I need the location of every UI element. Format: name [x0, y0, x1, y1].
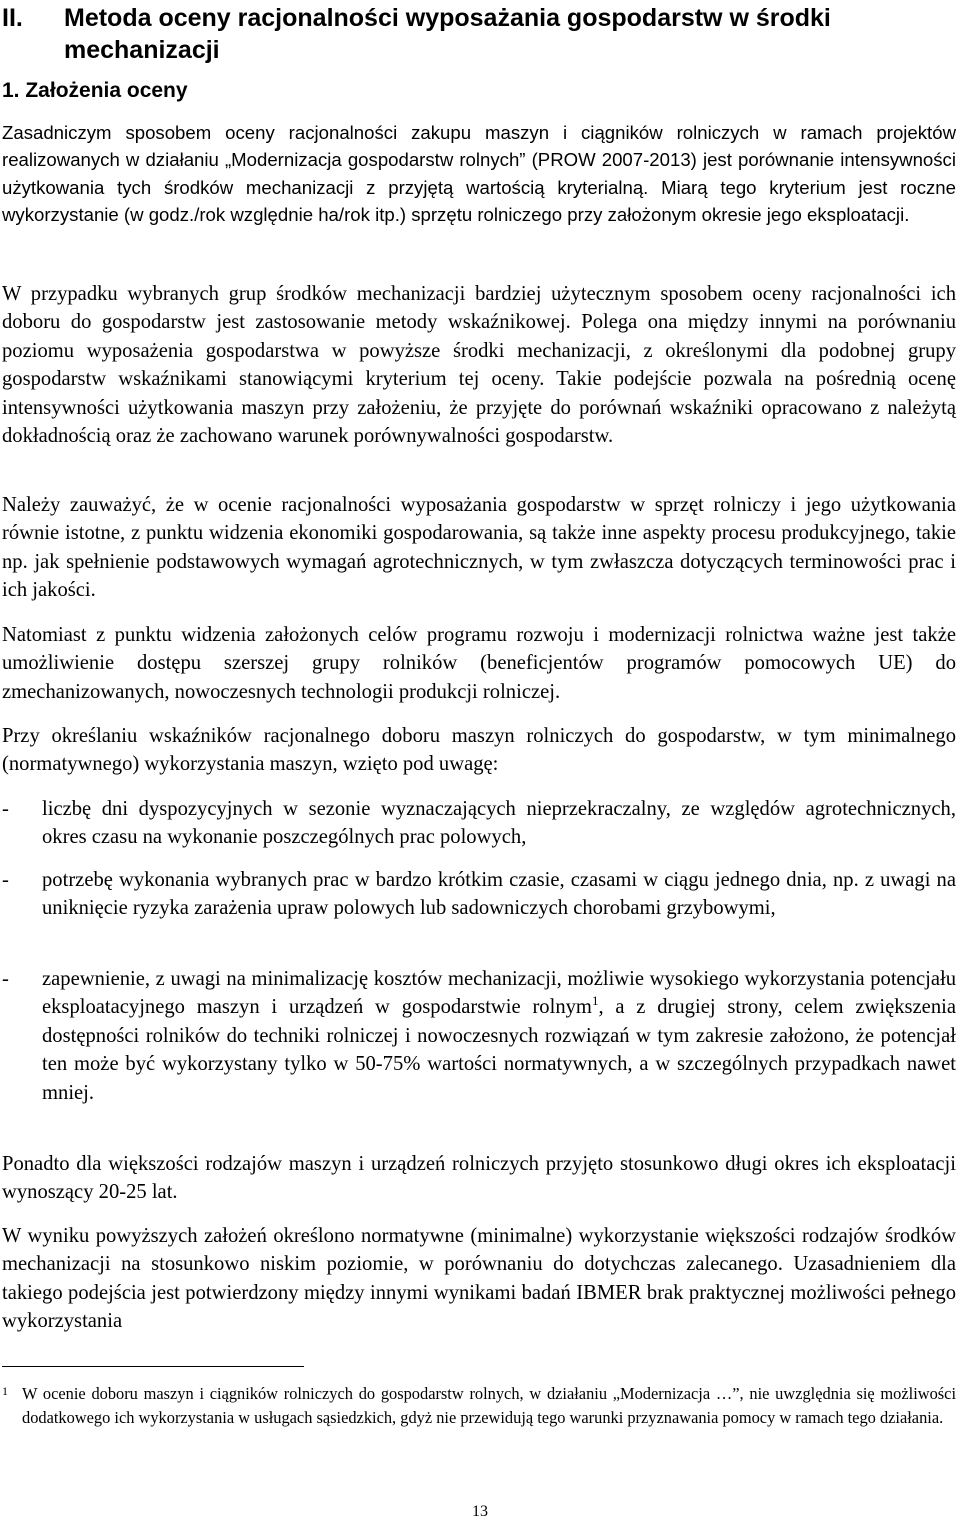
list-item-text: liczbę dni dyspozycyjnych w sezonie wyznaczających nieprzekraczalny, ze względów agrotechnicznych, okres czasu na wykonanie poszczególnych prac polowych, [42, 798, 956, 849]
list-item-text: potrzebę wykonania wybranych prac w bardzo krótkim czasie, czasami w ciągu jednego dnia, np. z uwagi na uniknięcie ryzyka zarażenia upraw polowych lub sadowniczych chorobami grzybowymi, [42, 869, 956, 920]
paragraph-intro: Zasadniczym sposobem oceny racjonalności zakupu maszyn i ciągników rolniczych w ramach projektów realizowanych w działaniu „Modernizacja gospodarstw rolnych” (PROW 2007-2013) jest porównanie intensywności użytkowania tych środków mechanizacji z przyjętą wartością kryterialną. Miarą tego kryterium jest roczne wykorzystanie (w godz./rok względnie ha/rok itp.) sprzętu rolniczego przy założonym okresie jego eksploatacji. [2, 122, 956, 226]
footnote-separator [2, 1366, 304, 1367]
footnote-text: W ocenie doboru maszyn i ciągników rolniczych do gospodarstw rolnych, w działaniu „Modernizacja …”, nie uwzględnia się możliwości dodatkowego ich wykorzystania w usługach sąsiedzkich, gdyż nie przewidują tego warunki przyznawania pomocy w ramach tego działania. [22, 1384, 956, 1427]
paragraph-criteria-intro: Przy określaniu wskaźników racjonalnego doboru maszyn rolniczych do gospodarstw, w tym minimalnego (normatywnego) wykorzystania maszyn, wzięto pod uwagę: [2, 725, 956, 776]
list-item [2, 795, 956, 852]
list-item-text [42, 965, 956, 1107]
chapter-heading [2, 2, 952, 66]
footnote-mark: 1 [2, 1384, 8, 1398]
list-item [2, 866, 956, 923]
paragraph-conclusions: W wyniku powyższych założeń określono normatywne (minimalne) wykorzystanie większości rodzajów środków mechanizacji na stosunkowo niskim poziomie, w porównaniu do dotychczas zalecanego. Uzasadnieniem dla takiego podejścia jest potwierdzony między innymi wynikami badań IBMER brak praktycznej możliwości pełnego wykorzystania [2, 1225, 956, 1333]
list-item [2, 965, 956, 1107]
footnote [2, 1382, 956, 1430]
page-number: 13 [472, 1503, 488, 1520]
list-dash: - [2, 869, 9, 891]
paragraph-indicator-method: W przypadku wybranych grup środków mechanizacji bardziej użytecznym sposobem oceny racjonalności ich doboru do gospodarstw jest zastosowanie metody wskaźnikowej. Polega ona między innymi na porównaniu poziomu wyposażenia gospodarstwa w powyższe środki mechanizacji, z określonymi dla podobnej grupy gospodarstw wskaźnikami stanowiącymi kryterium tej oceny. Takie podejście pozwala na pośrednią ocenę intensywności użytkowania maszyn przy założeniu, że przyjęte do porównań wskaźniki opracowano z należytą dokładnością oraz że zachowano warunek porównywalności gospodarstw. [2, 283, 956, 448]
list-item-text-end: , a z drugiej strony, celem zwiększenia dostępności rolników do techniki rolniczej i nowoczesnych rozwiązań w tym zakresie założono, że potencjał ten może być wykorzystany tylko w 50-75% wartości normatywnych, a w szczególnych przypadkach nawet mniej. [42, 996, 956, 1104]
paragraph-exploitation-period: Ponadto dla większości rodzajów maszyn i urządzeń rolniczych przyjęto stosunkowo długi okres ich eksploatacji wynoszący 20-25 lat. [2, 1153, 956, 1204]
list-dash: - [2, 798, 9, 820]
section-heading: 1. Założenia oceny [2, 79, 188, 102]
list-item-text-start: zapewnienie, z uwagi na minimalizację kosztów mechanizacji, możliwie wysokiego wykorzystania potencjału eksploatacyjnego maszyn i urządzeń w gospodarstwie rolnym [42, 968, 956, 1019]
paragraph-program-goals: Natomiast z punktu widzenia założonych celów programu rozwoju i modernizacji rolnictwa ważne jest także umożliwienie dostępu szerszej grupy rolników (beneficjentów programów pomocowych UE) do zmechanizowanych, nowoczesnych technologii produkcji rolniczej. [2, 624, 956, 703]
paragraph-other-aspects: Należy zauważyć, że w ocenie racjonalności wyposażania gospodarstw w sprzęt rolniczy i jego użytkowania równie istotne, z punktu widzenia ekonomiki gospodarowania, są także inne aspekty procesu produkcyjnego, takie np. jak spełnienie podstawowych wymagań agrotechnicznych, w tym zwłaszcza dotyczących terminowości prac i ich jakości. [2, 494, 956, 602]
chapter-number: II. [2, 4, 23, 32]
footnote-reference: 1 [591, 993, 599, 1009]
chapter-title: Metoda oceny racjonalności wyposażania gospodarstw w środki mechanizacji [64, 4, 831, 64]
list-dash: - [2, 968, 9, 990]
